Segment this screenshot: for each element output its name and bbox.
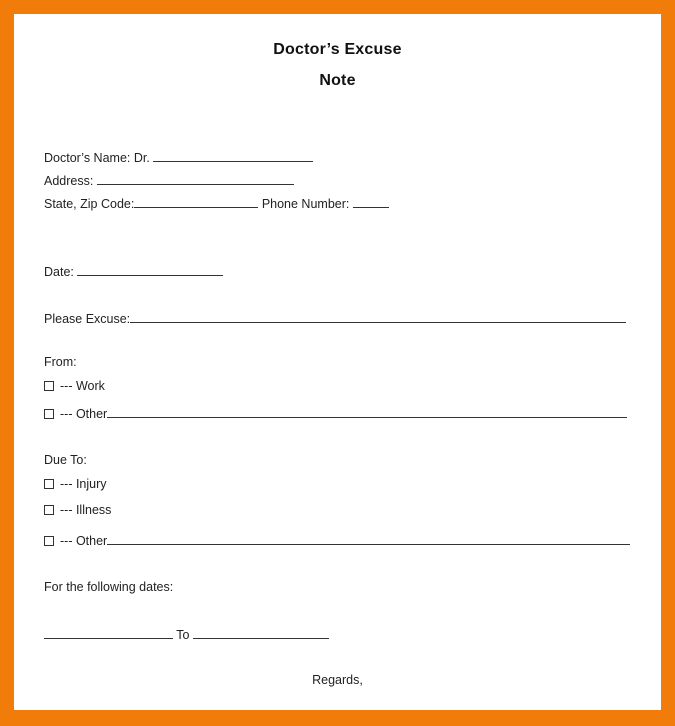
closing-regards: Regards, [312,673,363,687]
from-option-other-label: --- Other [60,407,108,421]
due-to-option-illness-label: --- Illness [60,503,112,517]
checkbox-from-other[interactable] [44,409,54,419]
phone-label: Phone Number: [261,197,350,211]
from-option-other [44,405,627,421]
following-dates-label: For the following dates: [44,580,174,594]
due-to-option-illness [44,503,111,517]
date-range-row [44,626,329,642]
date-from-blank[interactable] [44,626,173,639]
excuse-note-page [14,14,661,710]
address-label: Address: [44,174,94,188]
date-label: Date: [44,265,74,279]
checkbox-work[interactable] [44,381,54,391]
phone-blank[interactable] [353,195,389,208]
from-heading: From: [44,355,77,369]
checkbox-due-other[interactable] [44,536,54,546]
due-to-option-injury [44,477,107,491]
doctor-name-row [44,149,313,165]
due-to-option-other-label: --- Other [60,534,108,548]
please-excuse-blank[interactable] [130,310,626,323]
from-other-blank[interactable] [107,405,627,418]
doctor-name-blank[interactable] [153,149,313,162]
address-row [44,172,294,188]
checkbox-illness[interactable] [44,505,54,515]
checkbox-injury[interactable] [44,479,54,489]
please-excuse-label: Please Excuse: [44,312,131,326]
please-excuse-row [44,310,626,326]
state-zip-blank[interactable] [134,195,258,208]
document-title: Doctor’s Excuse [273,41,402,58]
document-title-line2: Note [319,72,356,89]
date-row [44,263,223,279]
from-option-work [44,379,105,393]
date-blank[interactable] [77,263,223,276]
due-to-heading: Due To: [44,453,87,467]
date-to-blank[interactable] [193,626,329,639]
from-option-work-label: --- Work [60,379,105,393]
state-zip-label: State, Zip Code: [44,197,135,211]
doctor-name-label: Doctor’s Name: Dr. [44,151,150,165]
due-to-option-other [44,532,630,548]
state-zip-phone-row [44,195,389,211]
date-to-label: To [176,628,190,642]
due-other-blank[interactable] [107,532,630,545]
due-to-option-injury-label: --- Injury [60,477,107,491]
address-blank[interactable] [97,172,294,185]
